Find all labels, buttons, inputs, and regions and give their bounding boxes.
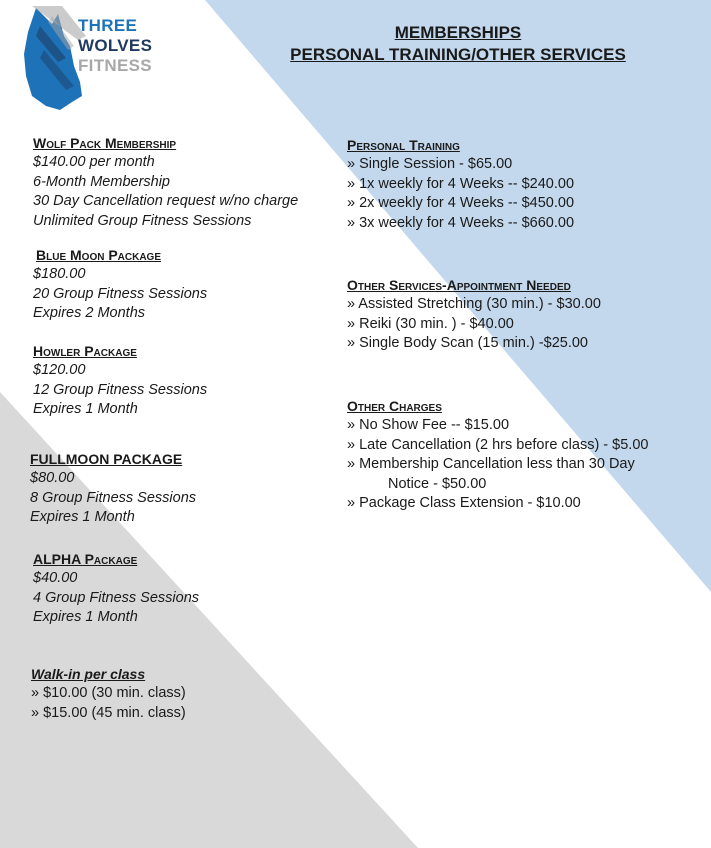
- price-line: » Reiki (30 min. ) - $40.00: [347, 315, 514, 332]
- price-line: » No Show Fee -- $15.00: [347, 417, 510, 433]
- blue-moon-section: [33, 246, 333, 324]
- other-charges-section: [347, 397, 697, 514]
- section-heading: Walk-in per class: [31, 666, 146, 682]
- detail-line: Expires 1 Month: [33, 609, 138, 626]
- logo-wolves: WOLVES: [78, 36, 153, 55]
- detail-line: Expires 2 Months: [33, 305, 146, 322]
- price-line: » Late Cancellation (2 hrs before class) - $5.00: [347, 436, 649, 453]
- logo-fitness: FITNESS: [78, 56, 152, 75]
- page-title: [258, 22, 658, 66]
- price-line: » Single Body Scan (15 min.) -$25.00: [347, 335, 588, 352]
- price-line: » 2x weekly for 4 Weeks -- $450.00: [347, 195, 575, 212]
- detail-line: 20 Group Fitness Sessions: [33, 285, 208, 302]
- detail-line: » $10.00 (30 min. class): [31, 685, 186, 701]
- logo: [22, 6, 192, 112]
- section-heading: Blue Moon Package: [36, 247, 162, 263]
- detail-line: 4 Group Fitness Sessions: [33, 589, 200, 606]
- alpha-section: [33, 550, 333, 628]
- price-line: » Assisted Stretching (30 min.) - $30.00: [347, 296, 601, 312]
- price-line: » 3x weekly for 4 Weeks -- $660.00: [347, 214, 575, 231]
- detail-line: $40.00: [33, 570, 78, 586]
- section-heading: Howler Package: [33, 343, 137, 359]
- price-line: » Package Class Extension - $10.00: [347, 495, 581, 512]
- detail-line: 30 Day Cancellation request w/no charge: [33, 193, 299, 210]
- detail-line: $80.00: [30, 470, 75, 486]
- wolf-head-icon: [22, 6, 86, 110]
- price-line: » Membership Cancellation less than 30 Day: [347, 456, 635, 473]
- section-heading: Other Services-Appointment Needed: [347, 277, 571, 293]
- detail-line: Unlimited Group Fitness Sessions: [33, 212, 252, 229]
- logo-three: THREE: [78, 16, 138, 35]
- section-heading: ALPHA Package: [33, 551, 138, 567]
- price-line: Notice - $50.00: [388, 475, 487, 492]
- detail-line: 12 Group Fitness Sessions: [33, 381, 208, 398]
- fullmoon-section: [30, 450, 330, 528]
- section-heading: Wolf Pack Membership: [33, 135, 177, 151]
- title-line-services: PERSONAL TRAINING/OTHER SERVICES: [290, 45, 626, 64]
- detail-line: Expires 1 Month: [33, 401, 138, 418]
- section-heading: Other Charges: [347, 398, 442, 414]
- price-line: » 1x weekly for 4 Weeks -- $240.00: [347, 175, 575, 192]
- detail-line: $180.00: [33, 266, 86, 282]
- price-line: » Single Session - $65.00: [347, 156, 513, 172]
- detail-line: 8 Group Fitness Sessions: [30, 489, 197, 506]
- detail-line: Expires 1 Month: [30, 509, 135, 526]
- other-services-section: [347, 276, 687, 354]
- wolf-pack-section: [33, 134, 333, 231]
- section-heading: FULLMOON PACKAGE: [30, 451, 183, 467]
- detail-line: $120.00: [33, 362, 86, 378]
- detail-line: » $15.00 (45 min. class): [31, 704, 186, 721]
- detail-line: 6-Month Membership: [33, 173, 170, 190]
- section-heading: Personal Training: [347, 137, 460, 153]
- howler-section: [33, 342, 333, 420]
- title-line-memberships: MEMBERSHIPS: [394, 23, 522, 42]
- walkin-section: [31, 665, 331, 723]
- detail-line: $140.00 per month: [33, 154, 155, 170]
- personal-training-section: [347, 136, 687, 233]
